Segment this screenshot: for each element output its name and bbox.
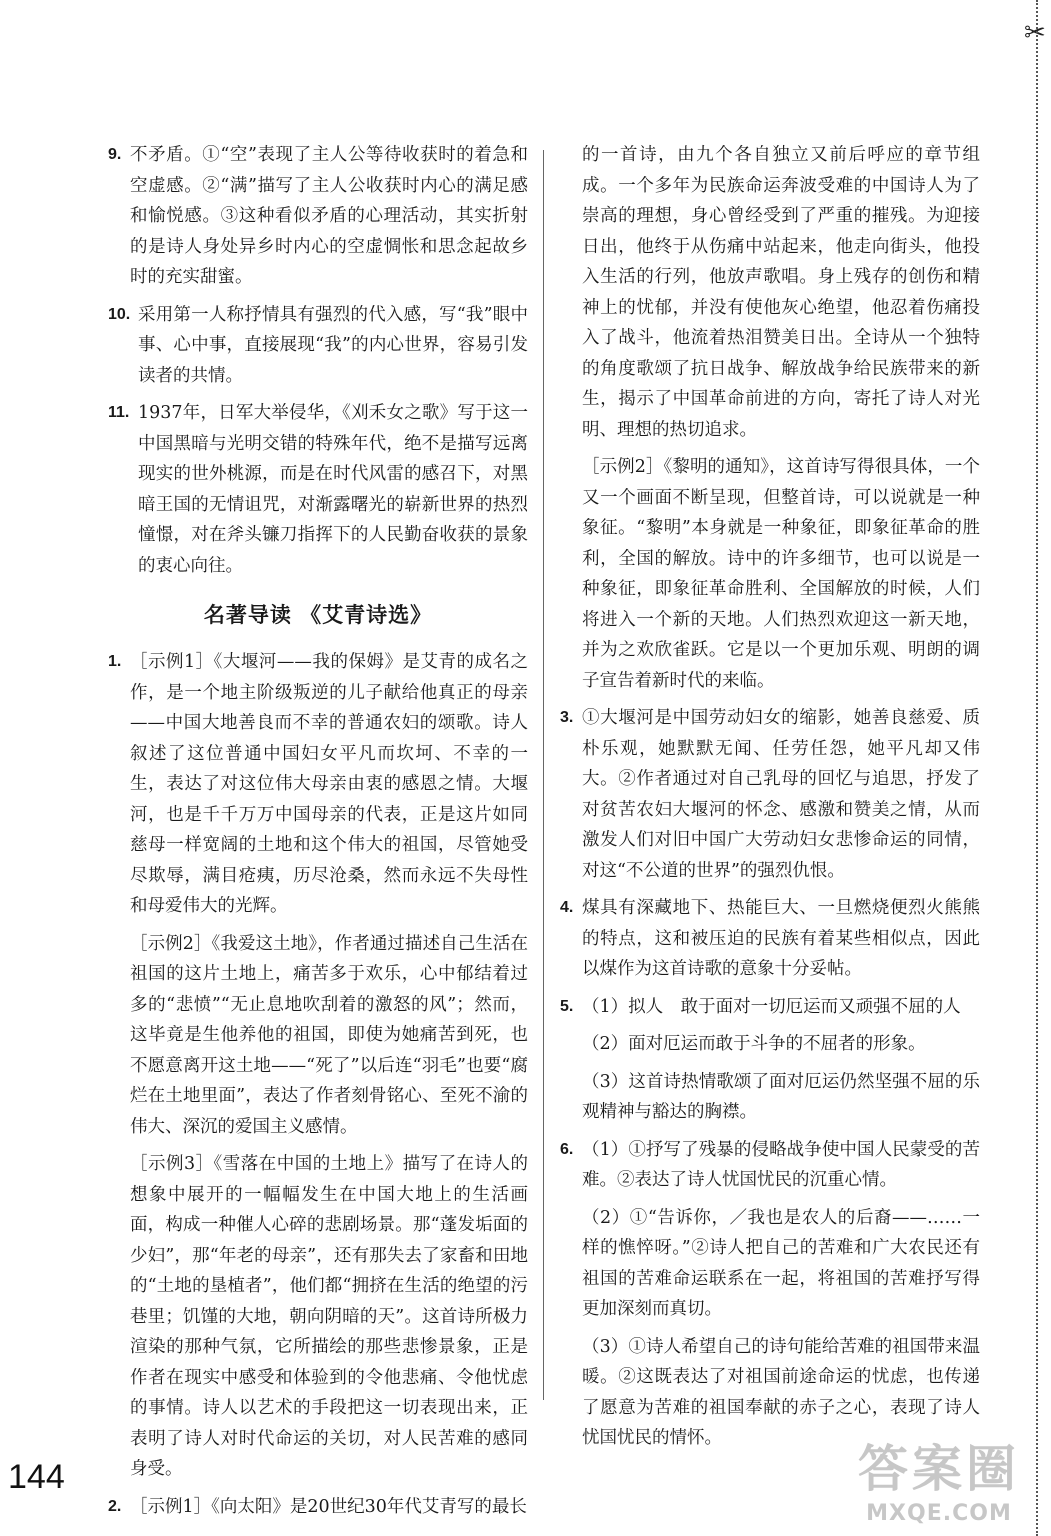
- continued-paragraph: 的一首诗，由九个各自独立又前后呼应的章节组成。一个多年为民族命运奔波受难的中国诗人为了崇高的理想，身心曾经受到了严重的摧残。为迎接日出，他终于从伤痛中站起来，他走向街头，他投入生活的行列，他放声歌唱。身上残存的创伤和精神上的忧郁，并没有使他灰心绝望，他忍着伤痛投入了战斗，他流着热泪赞美日出。全诗从一个独特的角度歌颂了抗日战争、解放战争给民族带来的新生，揭示了中国革命前进的方向，寄托了诗人对光明、理想的热切追求。: [582, 145, 980, 440]
- item-number: 11.: [108, 404, 130, 421]
- item-text: ［示例1］《大堰河——我的保姆》是艾青的成名之作，是一个地主阶级叛逆的儿子献给他真正的母亲——中国大地善良而不幸的普通农妇的颂歌。诗人叙述了这位普通中国妇女平凡而坎坷、不幸的一生，表达了对这位伟大母亲由衷的感恩之情。大堰河，也是千千万万中国母亲的代表，正是这片如同慈母一样宽阔的土地和这个伟大的祖国，尽管她受尽欺辱，满目疮痍，历尽沧桑，然而永远不失母性和母爱伟大的光辉。: [130, 652, 528, 916]
- item-number: 4.: [560, 899, 574, 916]
- item-number: 10.: [108, 305, 131, 323]
- column-divider: [543, 150, 544, 1400]
- answer-item-3: [560, 703, 980, 886]
- item-text: （1）①抒写了残暴的侵略战争使中国人民蒙受的苦难。②表达了诗人忧国忧民的沉重心情。: [582, 1139, 980, 1190]
- answer-item-1: [108, 647, 528, 922]
- left-column: [108, 140, 528, 1529]
- item-number: 5.: [560, 997, 574, 1015]
- section-title: 名著导读 《艾青诗选》: [203, 603, 433, 627]
- right-column: [560, 140, 980, 1461]
- answer-item-2: [108, 1492, 528, 1523]
- item-number: 2.: [108, 1497, 122, 1515]
- example-paragraph: ［示例3］《雪落在中国的土地上》描写了在诗人的想象中展开的一幅幅发生在中国大地上的生活画面，构成一种催人心碎的悲剧场景。那“蓬发垢面的少妇”，那“年老的母亲”，还有那失去了家畜和田地的“土地的垦植者”，他们都“拥挤在生活的绝望的污巷里；饥馑的大地，朝向阴暗的天”。这首诗所极力渲染的那种气氛，它所描绘的那些悲惨景象，正是作者在现实中感受和体验到的令他悲痛、令他忧虑的事情。诗人以艺术的手段把这一切表现出来，正表明了诗人对时代命运的关切，对人民苦难的感同身受。: [130, 1154, 528, 1479]
- cut-line: [1036, 0, 1038, 1536]
- item-text: 煤具有深藏地下、热能巨大、一旦燃烧便烈火熊熊的特点，这和被压迫的民族有着某些相似点，因此以煤作为这首诗歌的意象十分妥帖。: [582, 898, 980, 979]
- item-number: 1.: [108, 653, 122, 670]
- example-paragraph: ［示例2］《黎明的通知》，这首诗写得很具体，一个又一个画面不断呈现，但整首诗，可以说就是一种象征。“黎明”本身就是一种象征，即象征革命的胜利，全国的解放。诗中的许多细节，也可以说是一种象征，即象征革命胜利、全国解放的时候，人们将进入一个新的天地。人们热烈欢迎这一新天地，并为之欢欣雀跃。它是以一个更加乐观、明朗的调子宣告着新时代的来临。: [582, 457, 980, 691]
- answer-item-10: [108, 300, 528, 392]
- page-number: 144: [8, 1458, 65, 1496]
- watermark-title: 答案圈: [858, 1440, 1020, 1498]
- item-text: 1937年，日军大举侵华，《刈禾女之歌》写于这一中国黑暗与光明交错的特殊年代，绝不是描写远离现实的世外桃源，而是在时代风雷的感召下，对黑暗王国的无情诅咒，对渐露曙光的崭新世界的热烈憧憬，对在斧头镰刀指挥下的人民勤奋收获的景象的衷心向往。: [138, 403, 528, 576]
- answer-item-4: [560, 893, 980, 985]
- example-paragraph: ［示例2］《我爱这土地》，作者通过描述自己生活在祖国的这片土地上，痛苦多于欢乐，心中郁结着过多的“悲愤”“无止息地吹刮着的激怒的风”；然而，这毕竟是生他养他的祖国，即使为她痛苦到死，也不愿意离开这土地——“死了”以后连“羽毛”也要“腐烂在土地里面”，表达了作者刻骨铭心、至死不渝的伟大、深沉的爱国主义感情。: [130, 933, 528, 1137]
- item-text: （1）拟人 敢于面对一切厄运而又顽强不屈的人: [582, 996, 961, 1017]
- answer-item-6: [560, 1135, 980, 1196]
- sub-answer: （3）这首诗热情歌颂了面对厄运仍然坚强不屈的乐观精神与豁达的胸襟。: [582, 1071, 980, 1122]
- item-number: 9.: [108, 146, 122, 163]
- answer-item-5: [560, 992, 980, 1023]
- item-text: 不矛盾。①“空”表现了主人公等待收获时的着急和空虚感。②“满”描写了主人公收获时内心的满足感和愉悦感。③这种看似矛盾的心理活动，其实折射的是诗人身处异乡时内心的空虚惆怅和思念起故乡时的充实甜蜜。: [130, 145, 528, 287]
- sub-answer: （2）①“告诉你，／我也是农人的后裔——……一样的憔悴呀。”②诗人把自己的苦难和广大农民还有祖国的苦难命运联系在一起，将祖国的苦难抒写得更加深刻而真切。: [582, 1207, 980, 1319]
- answer-item-9: [108, 140, 528, 293]
- item-text: ［示例1］《向太阳》是20世纪30年代艾青写的最长: [130, 1496, 527, 1517]
- watermark-url: MXQE.COM: [866, 1501, 1012, 1526]
- scissors-icon: ✂: [1024, 18, 1046, 48]
- item-number: 3.: [560, 709, 574, 726]
- item-text: 采用第一人称抒情具有强烈的代入感，写“我”眼中事、心中事，直接展现“我”的内心世界，容易引发读者的共情。: [138, 304, 528, 386]
- sub-answer: （3）①诗人希望自己的诗句能给苦难的祖国带来温暖。②这既表达了对祖国前途命运的忧虑，也传递了愿意为苦难的祖国奉献的赤子之心，表现了诗人忧国忧民的情怀。: [582, 1336, 980, 1448]
- item-number: 6.: [560, 1140, 574, 1158]
- sub-answer: （2）面对厄运而敢于斗争的不屈者的形象。: [582, 1034, 926, 1054]
- item-text: ①大堰河是中国劳动妇女的缩影，她善良慈爱、质朴乐观，她默默无闻、任劳任怨，她平凡却又伟大。②作者通过对自己乳母的回忆与追思，抒发了对贫苦农妇大堰河的怀念、感激和赞美之情，从而激发人们对旧中国广大劳动妇女悲惨命运的同情，对这“不公道的世界”的强烈仇恨。: [582, 708, 980, 881]
- answer-item-11: [108, 398, 528, 581]
- watermark-logo: [839, 1429, 1039, 1526]
